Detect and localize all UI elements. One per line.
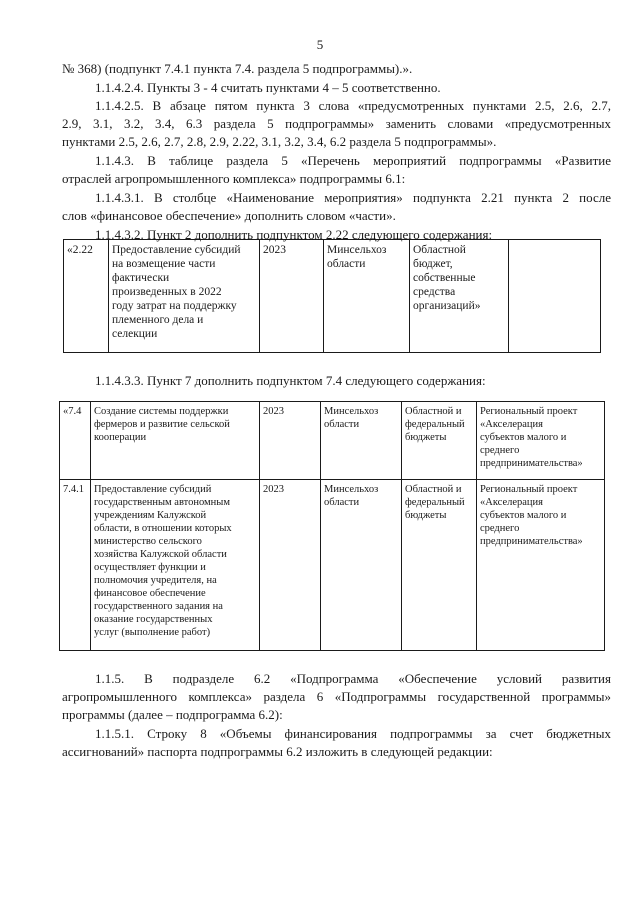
cell-project: Региональный проект «Акселерация субъектов малого и среднего предпринимательства»: [477, 402, 605, 480]
paragraph-line: пунктами 2.5, 2.6, 2.7, 2.8, 2.9, 2.22, 3.1, 3.2, 3.4, 6.2 раздела 5 подпрограммы».: [62, 134, 497, 149]
cell-project: Региональный проект «Акселерация субъектов малого и среднего предпринимательства»: [477, 480, 605, 651]
paragraph-line: 2.9, 3.1, 3.2, 3.4, 6.3 раздела 5 подпрограммы» заменить словами «предусмотренных: [62, 116, 611, 131]
paragraph-line: 1.1.4.3. В таблице раздела 5 «Перечень мероприятий подпрограммы «Развитие: [95, 153, 611, 168]
cell-measure-name: Предоставление субсидий государственным автономным учреждениям Калужской области, в отношении которых министерство сельского хозяйства Калужской области осуществляет функции и полномочия учредителя, на финансовое обеспечение государственного задания на оказание государственных услуг (выполнение работ): [91, 480, 260, 651]
table-row: [60, 480, 605, 651]
paragraph-line: отраслей агропромышленного комплекса» подпрограммы 6.1:: [62, 171, 406, 186]
paragraph-line: 1.1.4.2.4. Пункты 3 - 4 считать пунктами 4 – 5 соответственно.: [95, 80, 441, 95]
table-subpoint-7-4: [59, 401, 605, 651]
paragraph-line: 1.1.4.3.2. Пункт 2 дополнить подпунктом 2.22 следующего содержания:: [95, 227, 493, 242]
cell-executor: Минсельхоз области: [321, 480, 402, 651]
page-number: 5: [316, 37, 324, 52]
cell-year: 2023: [260, 240, 324, 353]
cell-funding-source: Областной и федеральный бюджеты: [402, 402, 477, 480]
cell-measure-name: Предоставление субсидий на возмещение части фактически произведенных в 2022 году затрат на поддержку племенного дела и селекции: [109, 240, 260, 353]
cell-measure-name: Создание системы поддержки фермеров и развитие сельской кооперации: [91, 402, 260, 480]
paragraph-line: ассигнований» паспорта подпрограммы 6.2 изложить в следующей редакции:: [62, 744, 493, 759]
cell-number: «7.4: [60, 402, 91, 480]
paragraph-line: 1.1.4.2.5. В абзаце пятом пункта 3 слова «предусмотренных пунктами 2.5, 2.6, 2.7,: [95, 98, 611, 113]
paragraph-line: 1.1.4.3.1. В столбце «Наименование мероприятия» подпункта 2.21 пункта 2 после: [95, 190, 611, 205]
table-row: [60, 402, 605, 480]
paragraph-line: 1.1.4.3.3. Пункт 7 дополнить подпунктом 7.4 следующего содержания:: [95, 373, 486, 388]
table-row: [64, 240, 601, 353]
paragraph-line: программы (далее – подпрограмма 6.2):: [62, 707, 283, 722]
cell-funding-source: Областной и федеральный бюджеты: [402, 480, 477, 651]
paragraph-line: 1.1.5. В подразделе 6.2 «Подпрограмма «Обеспечение условий развития: [95, 671, 611, 686]
cell-project: [509, 240, 601, 353]
table-subpoint-2-22: [63, 239, 601, 353]
paragraph-line: 1.1.5.1. Строку 8 «Объемы финансирования подпрограммы за счет бюджетных: [95, 726, 611, 741]
cell-number: 7.4.1: [60, 480, 91, 651]
cell-funding-source: Областной бюджет, собственные средства организаций»: [410, 240, 509, 353]
cell-number: «2.22: [64, 240, 109, 353]
paragraph-line: слов «финансовое обеспечение» дополнить словом «части».: [62, 208, 396, 223]
paragraph-line: № 368) (подпункт 7.4.1 пункта 7.4. раздела 5 подпрограммы).».: [62, 61, 413, 76]
paragraph-line: агропромышленного комплекса» раздела 6 «Подпрограммы государственной программы»: [62, 689, 611, 704]
cell-year: 2023: [260, 402, 321, 480]
cell-year: 2023: [260, 480, 321, 651]
cell-executor: Минсельхоз области: [324, 240, 410, 353]
cell-executor: Минсельхоз области: [321, 402, 402, 480]
